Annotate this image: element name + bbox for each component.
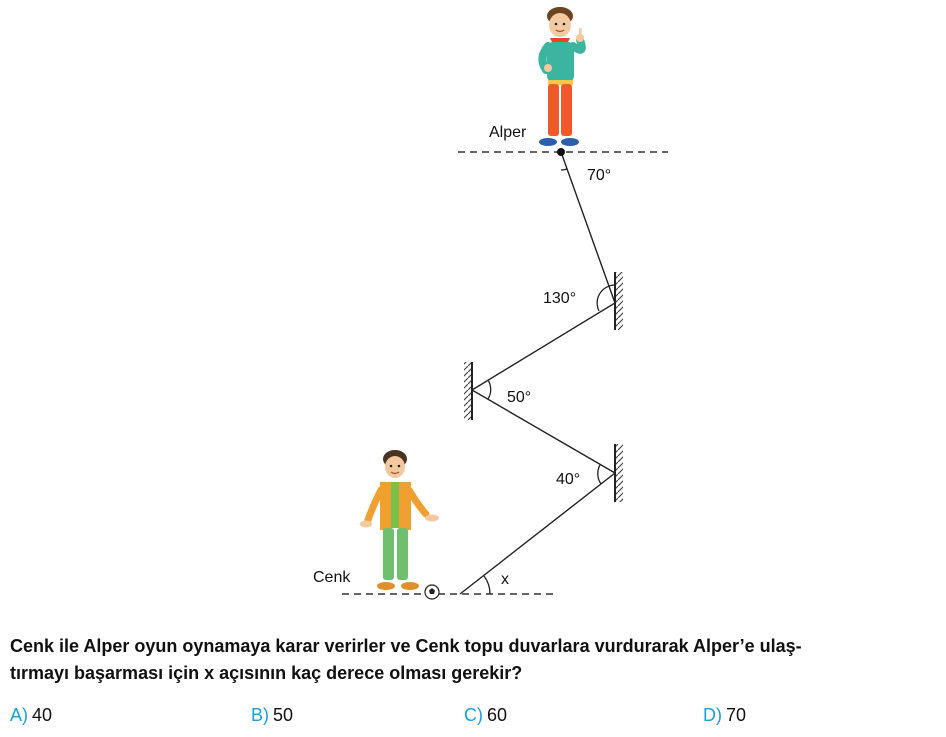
label-angle-mirror1: 130° xyxy=(543,290,577,307)
question-text xyxy=(10,633,938,687)
label-angle-mirror2: 50° xyxy=(507,389,532,406)
label-angle-top: 70° xyxy=(587,167,612,184)
question-line-2: tırmayı başarması için x açısının kaç derece olması gerekir? xyxy=(10,663,523,683)
answer-options xyxy=(0,705,946,731)
label-angle-x: x xyxy=(501,571,509,588)
option-d-value: 70 xyxy=(726,705,747,725)
label-cenk: Cenk xyxy=(313,569,351,586)
alper-figure xyxy=(539,7,584,156)
mirror-right-lower xyxy=(615,444,623,502)
ball-path xyxy=(460,152,615,594)
option-c[interactable] xyxy=(464,705,507,726)
soccer-ball xyxy=(425,585,439,599)
angle-arc-x xyxy=(484,576,490,594)
angle-arc-mirror1 xyxy=(597,285,615,311)
option-d[interactable] xyxy=(703,705,746,726)
option-b-value: 50 xyxy=(273,705,294,725)
option-d-letter: D) xyxy=(703,705,722,725)
angle-arc-mirror3 xyxy=(598,465,601,484)
option-a-letter: A) xyxy=(10,705,28,725)
label-alper: Alper xyxy=(489,124,527,141)
cenk-figure xyxy=(360,450,439,590)
option-a[interactable] xyxy=(10,705,52,726)
mirror-right-upper xyxy=(615,272,623,330)
option-b[interactable] xyxy=(251,705,293,726)
option-a-value: 40 xyxy=(32,705,53,725)
angle-arc-mirror2 xyxy=(488,380,491,399)
question-line-1: Cenk ile Alper oyun oynamaya karar verirler ve Cenk topu duvarlara vurdurarak Alper’e ulaş- xyxy=(10,636,802,656)
angle-arc-top xyxy=(561,169,567,170)
label-angle-mirror3: 40° xyxy=(556,471,581,488)
option-c-letter: C) xyxy=(464,705,483,725)
option-c-value: 60 xyxy=(487,705,508,725)
option-b-letter: B) xyxy=(251,705,269,725)
mirror-left xyxy=(464,362,472,420)
